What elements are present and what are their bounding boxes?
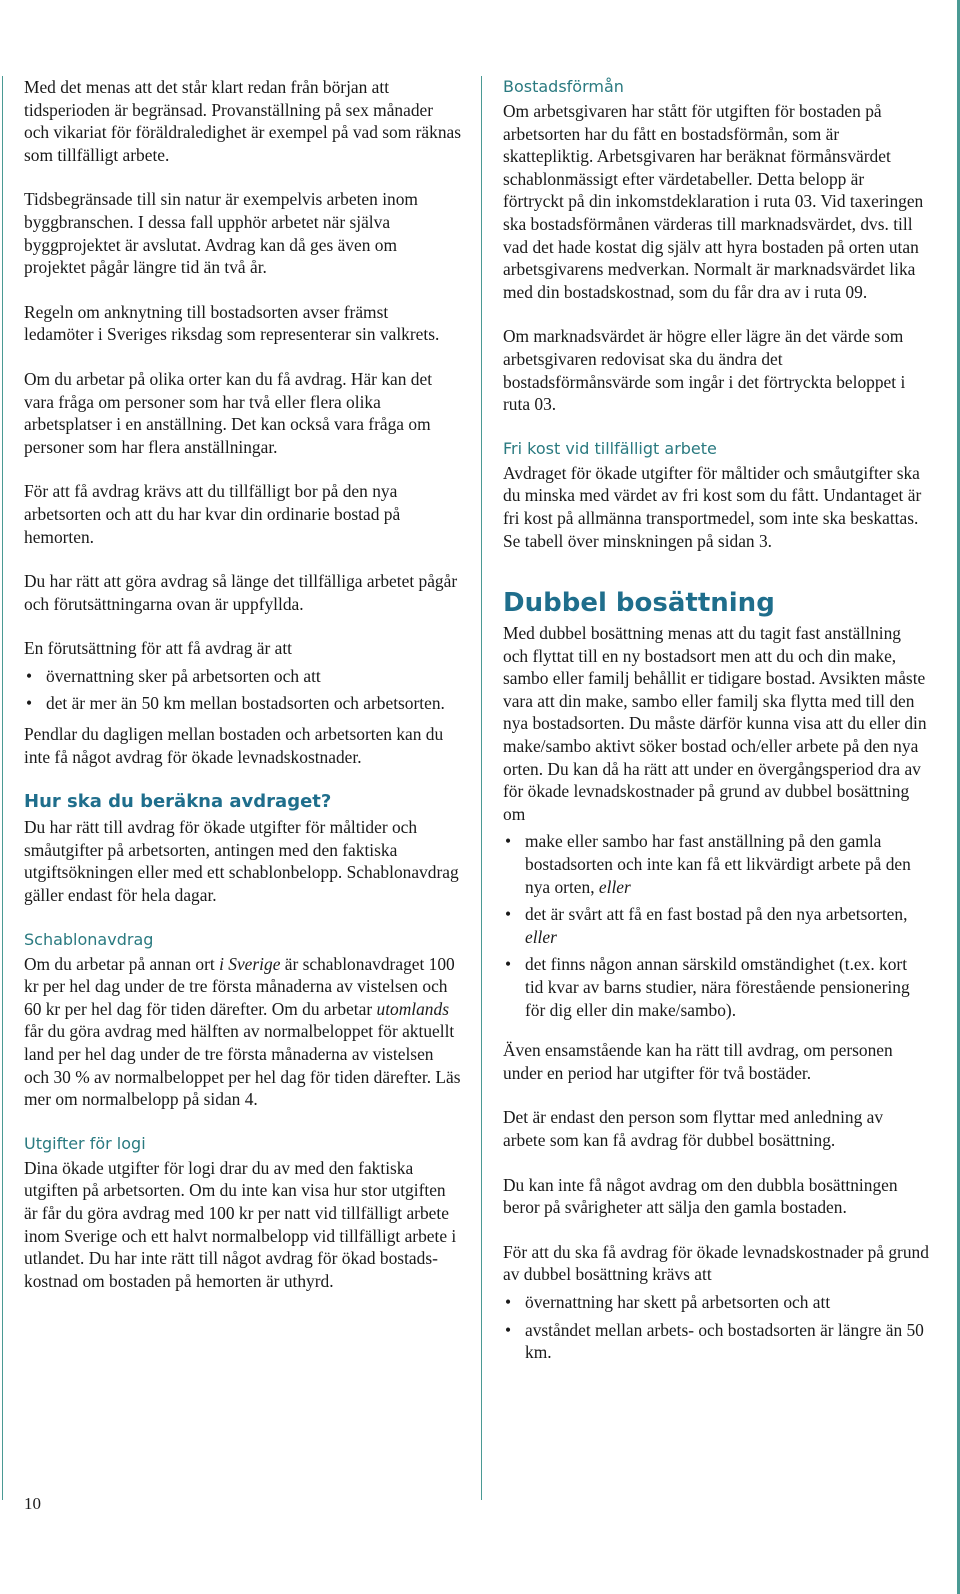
right-column-content [503,76,929,1372]
paragraph: För att få avdrag krävs att du tillfälligt bor på den nya arbetsorten och att du har kvar din ordinarie bostad på hemorten. [24,481,401,547]
paragraph: Pendlar du dagligen mellan bostaden och arbetsorten kan du inte få något avdrag för ökade levnadskostnader. [24,724,444,767]
section-heading-dubbel: Dubbel bosättning [503,588,775,619]
paragraph: Dina ökade utgifter för logi drar du av med den faktiska utgiften på arbetsorten. Om du inte kan visa hur stor utgiften är får du göra avdrag med 100 kr per natt vid tillfälligt arbete inom Sverige och ett halvt normalbelopp vid tillfälligt arbete i utlandet. Du har inte rätt till något avdrag för ökad bostadskostnad om bostaden på hemorten är uthyrd. [24,1157,457,1291]
text-span: det är svårt att få en fast bostad på den nya arbetsorten, [525,904,908,925]
paragraph: Det är endast den person som flyttar med anledning av arbete som kan få avdrag för dubbel bosättning. [503,1107,884,1150]
text-span: får du göra avdrag med hälften av normalbeloppet för aktuellt land per hel dag under de tre första månaderna av vistelsen och 30 % av normalbeloppet per hel dag för tiden därefter. Läs mer om normalbelopp på sidan 4. [24,1021,461,1110]
subheading-schablon: Schablonavdrag [24,929,154,949]
page-number: 10 [24,1494,41,1513]
paragraph: Du har rätt till avdrag för ökade utgifter för måltider och småutgifter på arbetsorten, antingen med den faktiska utgiftsökningen eller med ett schablonbelopp. Schablonavdrag gäller endast för hela dagar. [24,817,459,906]
paragraph: Även ensamstående kan ha rätt till avdrag, om personen under en period har utgifter för två bostäder. [503,1040,893,1083]
list-item: • avståndet mellan arbets- och bostadsorten är längre än 50 km. [503,1319,929,1364]
text-span: make eller sambo har fast anställning på den gamla bostadsorten och inte kan få ett likvärdigt arbete på den nya orten, [525,831,911,897]
paragraph: Med det menas att det står klart redan från början att tidsperioden är begränsad. Provanställning på sex månader och vikariat för föräldraledighet är exempel på vad som räknas som tillfälligt arbete. [24,77,461,165]
text-span: är schablonavdraget 100 kr per hel dag under de tre första månaderna av vistelsen och 60 kr per hel dag för tiden därefter. Om du arbetar [24,953,455,1019]
paragraph: Med dubbel bosättning menas att du tagit fast anställning och flyttat till en ny bostadsort men att du och din make, sambo eller familj behållit er tidigare bostad. Avsikten måste vara att din make, sambo eller familj ska flytta med till den nya bostadsorten. Du måste därför kunna visa att du eller din make/sambo aktivt söker bostad och/eller arbete på den nya orten. Du kan då ha rätt att under en övergångsperiod dra av för ökade levnadskostnader på grund av dubbel bosättning om [503,623,927,824]
subheading-kost: Fri kost vid tillfälligt arbete [503,438,717,458]
left-column-content [24,76,461,1314]
section-heading-calc: Hur ska du beräkna avdraget? [24,791,332,813]
right-column [481,76,960,1500]
left-column-rule [2,76,3,1500]
list-item: • det är mer än 50 km mellan bostadsorten och arbetsorten. [24,692,461,715]
emphasis: i Sverige [219,953,281,974]
paragraph: Tidsbegränsade till sin natur är exempelvis arbeten inom byggbranschen. I dessa fall upphör arbetet när själva byggprojektet är avslutat. Avdrag kan då ges även om projektet pågår längre tid än två år. [24,189,418,278]
emphasis: eller [598,876,631,897]
paragraph: Du kan inte få något avdrag om den dubbla bosättningen beror på svårigheter att sälja den gamla bostaden. [503,1174,898,1218]
paragraph: För att du ska få avdrag för ökade levnadskostnader på grund av dubbel bosättning krävs att [503,1241,929,1285]
paragraph: Du har rätt att göra avdrag så länge det tillfälliga arbetet pågår och förutsättningarna ovan är uppfyllda. [24,571,458,614]
paragraph: En förutsättning för att få avdrag är att [24,638,293,659]
list-item: • det finns någon annan särskild omständighet (t.ex. kort tid kvar av barns studier, nära förestående pensionering för dig eller din make/sambo). [503,953,929,1021]
list-item: • övernattning sker på arbetsorten och att [24,665,461,688]
subheading-bostad: Bostadsförmån [503,77,624,96]
list-item: • övernattning har skett på arbetsorten och att [503,1291,929,1314]
paragraph-schablon [24,953,461,1111]
paragraph: Om arbetsgivaren har stått för utgiften för bostaden på arbetsorten har du fått en bostadsförmån, som är skattepliktig. Arbetsgivaren har beräknat förmånsvärdet schablonmässigt efter värdetabeller. Detta belopp är förtryckt på din inkomstdeklaration i ruta 03. Vid taxeringen ska bostadsförmånen värderas till marknadsvärdet, dvs. till vad det hade kostat dig själv att hyra bostaden på orten utan arbetsgivarens medverkan. Normalt är marknadsvärdet lika med din bostadskostnad, som du får dra av i ruta 09. [503,101,924,302]
requirements-list [24,665,461,715]
dubbel-requirements-list [503,1291,929,1364]
right-column-rule [481,76,482,1500]
paragraph: Regeln om anknytning till bostadsorten avser främst ledamöter i Sveriges riksdag som representerar sin valkrets. [24,301,440,345]
paragraph: Om du arbetar på olika orter kan du få avdrag. Här kan det vara fråga om personer som har två eller flera olika arbetsplatser i en anställning. Det kan också vara fråga om personer som har flera anställningar. [24,368,433,457]
emphasis: utomlands [376,998,449,1019]
left-column [0,76,481,1500]
text-span: Om du arbetar på annan ort [24,953,220,974]
list-item [503,830,929,898]
list-item [503,903,929,948]
paragraph: Om marknadsvärdet är högre eller lägre än det värde som arbetsgivaren redovisat ska du ändra det bostadsförmånsvärde som ingår i det förtryckta beloppet i ruta 03. [503,326,906,415]
conditions-list [503,830,929,1021]
paragraph: Avdraget för ökade utgifter för måltider och småutgifter ska du minska med värdet av fri kost som du fått. Undantaget är fri kost på allmänna transportmedel, som inte ska beskattas. Se tabell över minskningen på sidan 3. [503,462,922,551]
subheading-logi: Utgifter för logi [24,1133,146,1153]
emphasis: eller [525,926,557,947]
